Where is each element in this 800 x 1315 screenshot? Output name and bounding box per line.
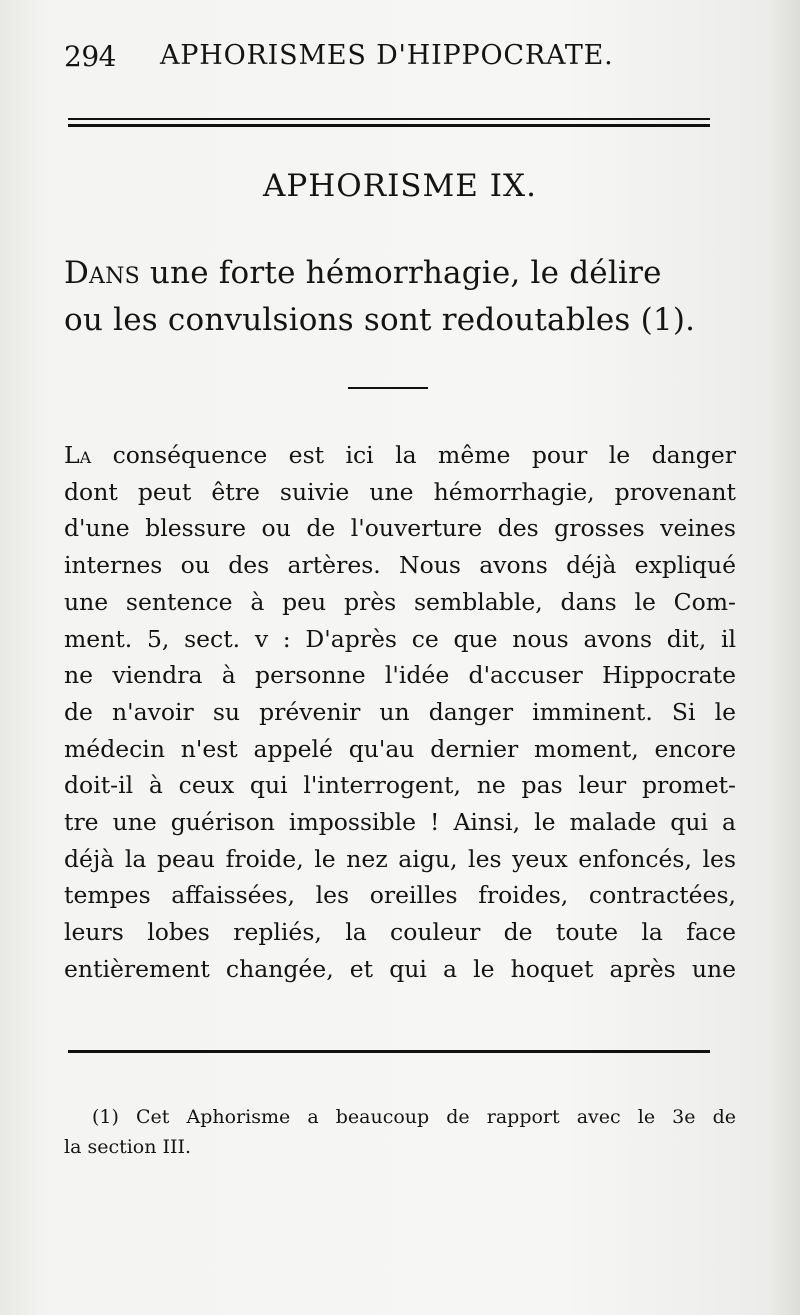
footnote-line: la section III. — [64, 1136, 192, 1158]
commentary-line: tempes affaissées, les oreilles froides, contractées, — [64, 881, 736, 910]
commentary-line — [64, 437, 736, 474]
aphorism-line-text: une forte hémorrhagie, le délire — [139, 255, 662, 291]
commentary-line: internes ou des artères. Nous avons déjà expliqué — [64, 551, 736, 580]
commentary-line: leurs lobes repliés, la couleur de toute la face — [64, 918, 736, 947]
page-number: 294 — [64, 40, 116, 73]
header-rule-top — [68, 118, 710, 120]
commentary-line: d'une blessure ou de l'ouverture des grosses veines — [64, 514, 736, 543]
aphorism-heading: APHORISME IX. — [263, 168, 537, 204]
footnote — [64, 1102, 736, 1162]
aphorism-line: ou les convulsions sont redoutables (1). — [64, 302, 696, 338]
section-divider — [348, 387, 428, 389]
commentary-text — [64, 437, 736, 988]
commentary-line: une sentence à peu près semblable, dans le Com- — [64, 587, 736, 616]
commentary-lead-word: La — [64, 441, 92, 469]
commentary-line: dont peut être suivie une hémorrhagie, provenant — [64, 477, 736, 506]
footnote-line: (1) Cet Aphorisme a beaucoup de rapport avec le 3e de — [92, 1106, 736, 1128]
aphorism-lead-word: Dans — [64, 255, 140, 291]
header-rule-bottom — [68, 124, 710, 127]
commentary-line: doit-il à ceux qui l'interrogent, ne pas leur promet- — [64, 771, 736, 800]
commentary-line-text: conséquence est ici la même pour le danger — [91, 441, 736, 469]
footnote-rule — [68, 1050, 710, 1053]
aphorism-line — [64, 250, 734, 297]
page-header — [40, 40, 760, 80]
commentary-line: entièrement changée, et qui a le hoquet après une — [64, 954, 736, 983]
running-title: APHORISMES D'HIPPOCRATE. — [160, 40, 614, 71]
commentary-line: médecin n'est appelé qu'au dernier moment, encore — [64, 734, 736, 763]
commentary-line: ne viendra à personne l'idée d'accuser Hippocrate — [64, 661, 736, 690]
commentary-line: ment. 5, sect. v : D'après ce que nous avons dit, il — [64, 624, 736, 653]
commentary-line: déjà la peau froide, le nez aigu, les yeux enfoncés, les — [64, 844, 736, 873]
commentary-line: tre une guérison impossible ! Ainsi, le malade qui a — [64, 808, 736, 837]
commentary-line: de n'avoir su prévenir un danger imminent. Si le — [64, 697, 736, 726]
aphorism-text — [64, 250, 734, 344]
